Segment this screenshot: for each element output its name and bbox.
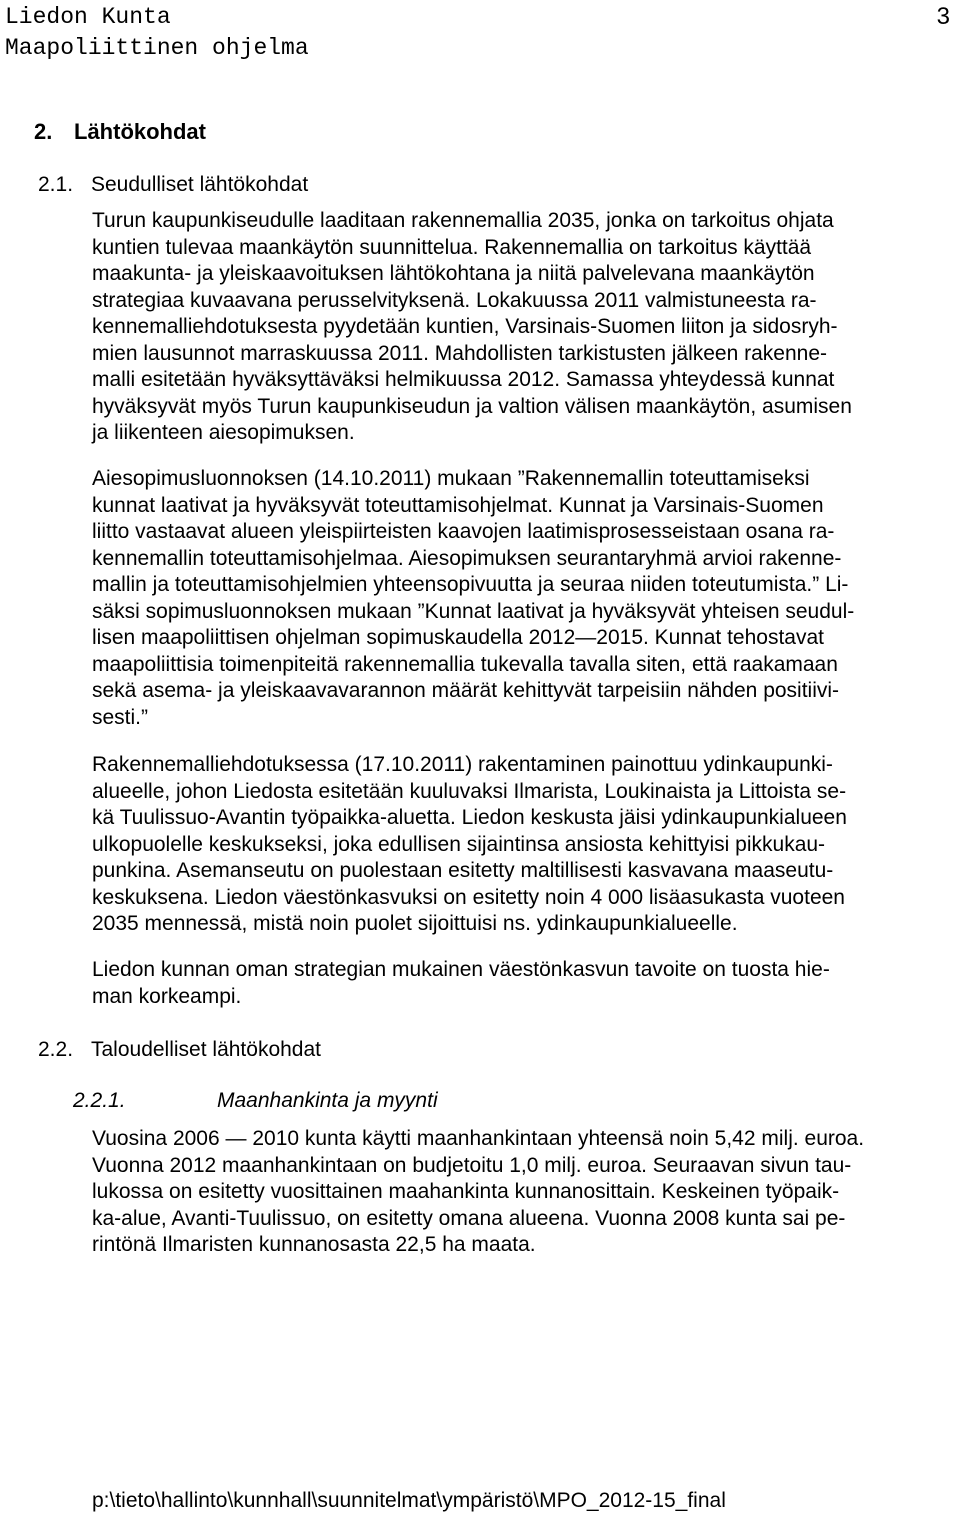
section-number: 2.	[34, 119, 53, 144]
text-line: sesti.”	[92, 705, 149, 729]
subsection-title: Seudulliset lähtökohdat	[91, 173, 309, 196]
section-heading	[34, 118, 206, 146]
header-org-name: Liedon Kunta	[5, 4, 171, 30]
paragraph-maanhankinta	[92, 1126, 958, 1259]
text-line: Liedon kunnan oman strategian mukainen väestönkasvun tavoite on tuosta hie-	[92, 958, 830, 981]
text-line: man korkeampi.	[92, 984, 242, 1008]
page-number: 3	[936, 3, 950, 30]
text-line: Vuosina 2006 — 2010 kunta käytti maanhankintaan yhteensä noin 5,42 milj. euroa.	[92, 1127, 865, 1150]
text-line: 2035 mennessä, mistä noin puolet sijoittuisi ns. ydinkaupunkialueelle.	[92, 912, 738, 935]
subsection-number: 2.1.	[38, 173, 74, 196]
text-line: punkina. Asemanseutu on puolestaan esitetty maltillisesti kasvavana maaseutu-	[92, 859, 834, 882]
text-line: maakunta- ja yleiskaavoituksen lähtökohtana ja niitä palvelevana maankäytön	[92, 262, 815, 285]
text-line: rintönä Ilmaristen kunnanosasta 22,5 ha maata.	[92, 1233, 536, 1256]
text-line: mallin ja toteuttamisohjelmien yhteensopivuutta ja seuraa niiden toteutumista.” Li-	[92, 573, 849, 596]
text-line: kennemallin toteuttamisohjelmaa. Aiesopimuksen seurantaryhmä arvioi rakenne-	[92, 546, 842, 570]
text-line: Rakennemalliehdotuksessa (17.10.2011) rakentaminen painottuu ydinkaupunki-	[92, 753, 833, 776]
subsection-heading-regional	[38, 171, 308, 199]
footer-file-path: p:\tieto\hallinto\kunnhall\suunnitelmat\ympäristö\MPO_2012-15_final	[92, 1489, 726, 1512]
subsection-heading-economic	[38, 1036, 321, 1064]
header-document-title: Maapoliittinen ohjelma	[5, 35, 309, 61]
subsection-number: 2.2.	[38, 1038, 74, 1061]
text-line: hyväksyvät myös Turun kaupunkiseudun ja valtion välisen maankäytön, asumisen	[92, 394, 852, 418]
subsection-title: Taloudelliset lähtökohdat	[91, 1038, 321, 1061]
paragraph-rakennemalliehdotus	[92, 752, 958, 938]
paragraph-strategia	[92, 957, 958, 1010]
text-line: kä Tuulissuo-Avantin työpaikka-aluetta. Liedon keskusta jäisi ydinkaupunkialueen	[92, 806, 847, 829]
text-line: lukossa on esitetty vuosittainen maahankinta kunnanosittain. Keskeinen työpaik-	[92, 1180, 840, 1203]
text-line: alueelle, johon Liedosta esitetään kuuluvaksi Ilmarista, Loukinaista ja Littoista se-	[92, 779, 847, 803]
text-line: liitto vastaavat alueen yleispiirteisten kaavojen laatimisprosesseistaan osana ra-	[92, 520, 835, 543]
text-line: lisen maapoliittisen ohjelman sopimuskaudella 2012—2015. Kunnat tehostavat	[92, 626, 824, 649]
paragraph-rakennemalli	[92, 208, 958, 447]
text-line: mien lausunnot marraskuussa 2011. Mahdollisten tarkistusten jälkeen rakenne-	[92, 341, 828, 365]
section-title: Lähtökohdat	[74, 119, 206, 144]
text-line: kunnat laativat ja hyväksyvät toteuttamisohjelmat. Kunnat ja Varsinais-Suomen	[92, 493, 824, 517]
subsubsection-heading	[73, 1087, 438, 1115]
text-line: Aiesopimusluonnoksen (14.10.2011) mukaan ”Rakennemallin toteuttamiseksi	[92, 467, 810, 490]
text-line: keskuksena. Liedon väestönkasvuksi on esitetty noin 4 000 lisäasukasta vuoteen	[92, 885, 845, 909]
text-line: malli esitetään hyväksyttäväksi helmikuussa 2012. Samassa yhteydessä kunnat	[92, 368, 835, 391]
text-line: ja liikenteen aiesopimuksen.	[92, 421, 355, 444]
subsubsection-title: Maanhankinta ja myynti	[217, 1089, 438, 1112]
subsubsection-number: 2.2.1.	[73, 1089, 126, 1112]
text-line: ka-alue, Avanti-Tuulissuo, on esitetty omana alueena. Vuonna 2008 kunta sai pe-	[92, 1206, 846, 1230]
text-line: ulkopuolelle keskukseksi, joka edullisen sijaintinsa ansiosta kehittyisi pikkukau-	[92, 832, 826, 856]
text-line: kennemalliehdotuksesta pyydetään kuntien, Varsinais-Suomen liiton ja sidosryh-	[92, 315, 838, 338]
text-line: Vuonna 2012 maanhankintaan on budjetoitu 1,0 milj. euroa. Seuraavan sivun tau-	[92, 1153, 852, 1177]
text-line: Turun kaupunkiseudulle laaditaan rakennemallia 2035, jonka on tarkoitus ohjata	[92, 209, 834, 232]
text-line: maapoliittisia toimenpiteitä rakennemallia tukevalla tavalla siten, että raakamaan	[92, 652, 838, 676]
text-line: säksi sopimusluonnoksen mukaan ”Kunnat laativat ja hyväksyvät yhteisen seudul-	[92, 599, 855, 623]
paragraph-aiesopimus	[92, 466, 958, 731]
text-line: kuntien tulevaa maankäytön suunnittelua. Rakennemallia on tarkoitus käyttää	[92, 235, 812, 259]
text-line: strategiaa kuvaavana perusselvityksenä. Lokakuussa 2011 valmistuneesta ra-	[92, 288, 817, 312]
text-line: sekä asema- ja yleiskaavavarannon määrät kehittyvät tarpeisiin nähden positiivi-	[92, 679, 840, 702]
